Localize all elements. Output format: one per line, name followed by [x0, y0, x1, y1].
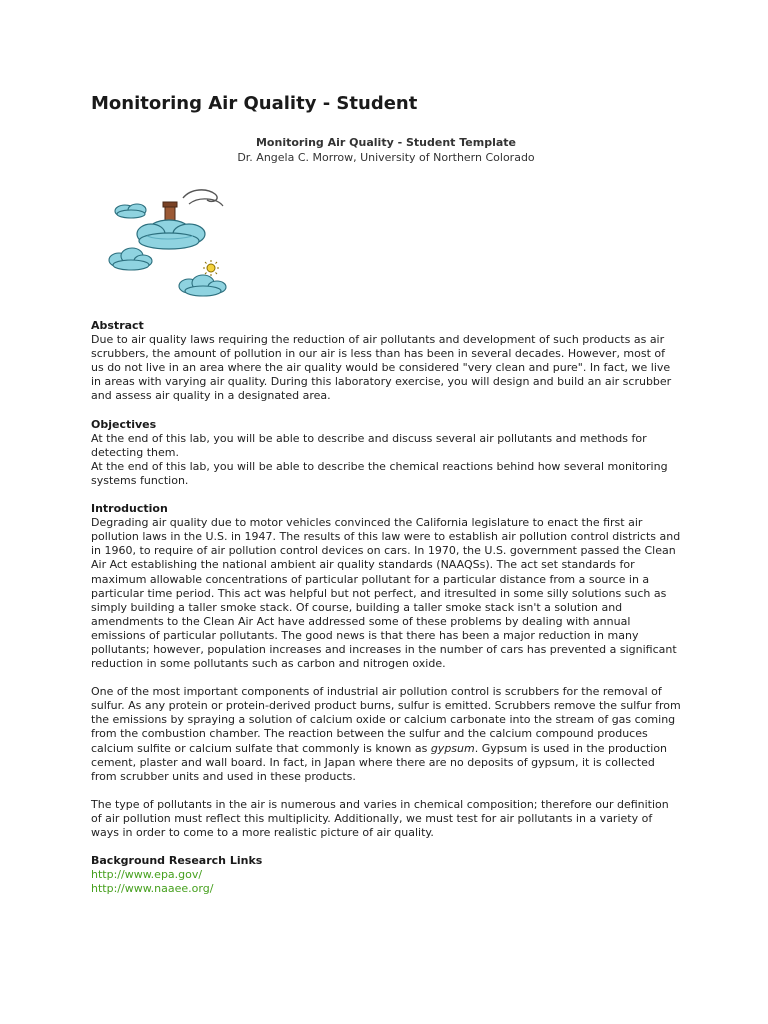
- introduction-paragraph-3: The type of pollutants in the air is numerous and varies in chemical composition; therefore our definition of air pollution must reflect this multiplicity. Additionally, we must test for air pollutants in a variety of ways in order to come to a more realistic picture of air quality.: [91, 797, 669, 839]
- page-title: Monitoring Air Quality - Student: [91, 93, 418, 114]
- template-title: Monitoring Air Quality - Student Template: [255, 136, 516, 149]
- objectives-heading: Objectives: [91, 417, 157, 431]
- gypsum-emphasis: gypsum: [430, 741, 475, 755]
- paragraph-2-text-after: . Gypsum is used in the production cement, plaster and wall board. In fact, in Japan where there are no deposits of gypsum, it is collected from scrubber units and used in these products.: [91, 741, 668, 783]
- epa-link[interactable]: http://www.epa.gov/: [91, 868, 203, 882]
- objective-item: At the end of this lab, you will be able to describe and discuss several air pollutants and methods for detecting them.: [91, 431, 647, 459]
- introduction-heading: Introduction: [91, 502, 168, 516]
- abstract-heading: Abstract: [91, 319, 144, 332]
- introduction-paragraph-1: Degrading air quality due to motor vehicles convinced the California legislature to enact the first air pollution laws in the U.S. in 1947. The results of this law were to establish air pollution control districts and in 1960, to require of air pollution control devices on cars. In 1970, the U.S. government passed the Clean Air Act establishing the national ambient air quality standards (NAAQSs). The act set standards for maximum allowable concentrations of particular pollutant for a particular distance from a source in a particular time period. This act was helpful but not perfect, and itresulted in some silly solutions such as simply building a taller smoke stack. Of course, building a taller smoke stack isn't a solution and amendments to the Clean Air Act have addressed some of these problems by dealing with annual emissions of particular pollutants. The good news is that there has been a major reduction in many pollutants; however, population increases and increases in the number of cars has prevented a significant reduction in some pollutants such as carbon and nitrogen oxide.: [91, 516, 681, 671]
- paragraph-2-text-before: One of the most important components of industrial air pollution control is scrubbers for the removal of sulfur. As any protein or protein-derived product burns, sulfur is emitted. Scrubbers remove the sulfur from the emissions by spraying a solution of calcium oxide or calcium carbonate into the stream of gas coming from the combustion chamber. The reaction between the sulfur and the calcium compound produces calcium sulfite or calcium sulfate that commonly is known as: [91, 685, 681, 755]
- abstract-text: Due to air quality laws requiring the reduction of air pollutants and development of such products as air scrubbers, the amount of pollution in our air is less than has been in several decades. However, most of us do not live in an area where the air quality would be considered "very clean and pure". In fact, we live in areas with varying air quality. During this laboratory exercise, you will design and build an air scrubber and assess air quality in a designated area.: [91, 333, 672, 403]
- clouds-smokestack-sun-clipart-icon: [107, 186, 237, 301]
- author-line: Dr. Angela C. Morrow, University of Northern Colorado: [237, 151, 535, 164]
- document-body: [91, 319, 681, 910]
- objective-item: At the end of this lab, you will be able to describe the chemical reactions behind how several monitoring systems function.: [91, 459, 668, 487]
- links-section: [91, 854, 681, 896]
- naaee-link[interactable]: http://www.naaee.org/: [91, 882, 214, 896]
- links-heading: Background Research Links: [91, 854, 263, 868]
- abstract-section: [91, 319, 681, 404]
- introduction-section: [91, 502, 681, 840]
- objectives-section: [91, 418, 681, 488]
- introduction-paragraph-2: [91, 685, 681, 784]
